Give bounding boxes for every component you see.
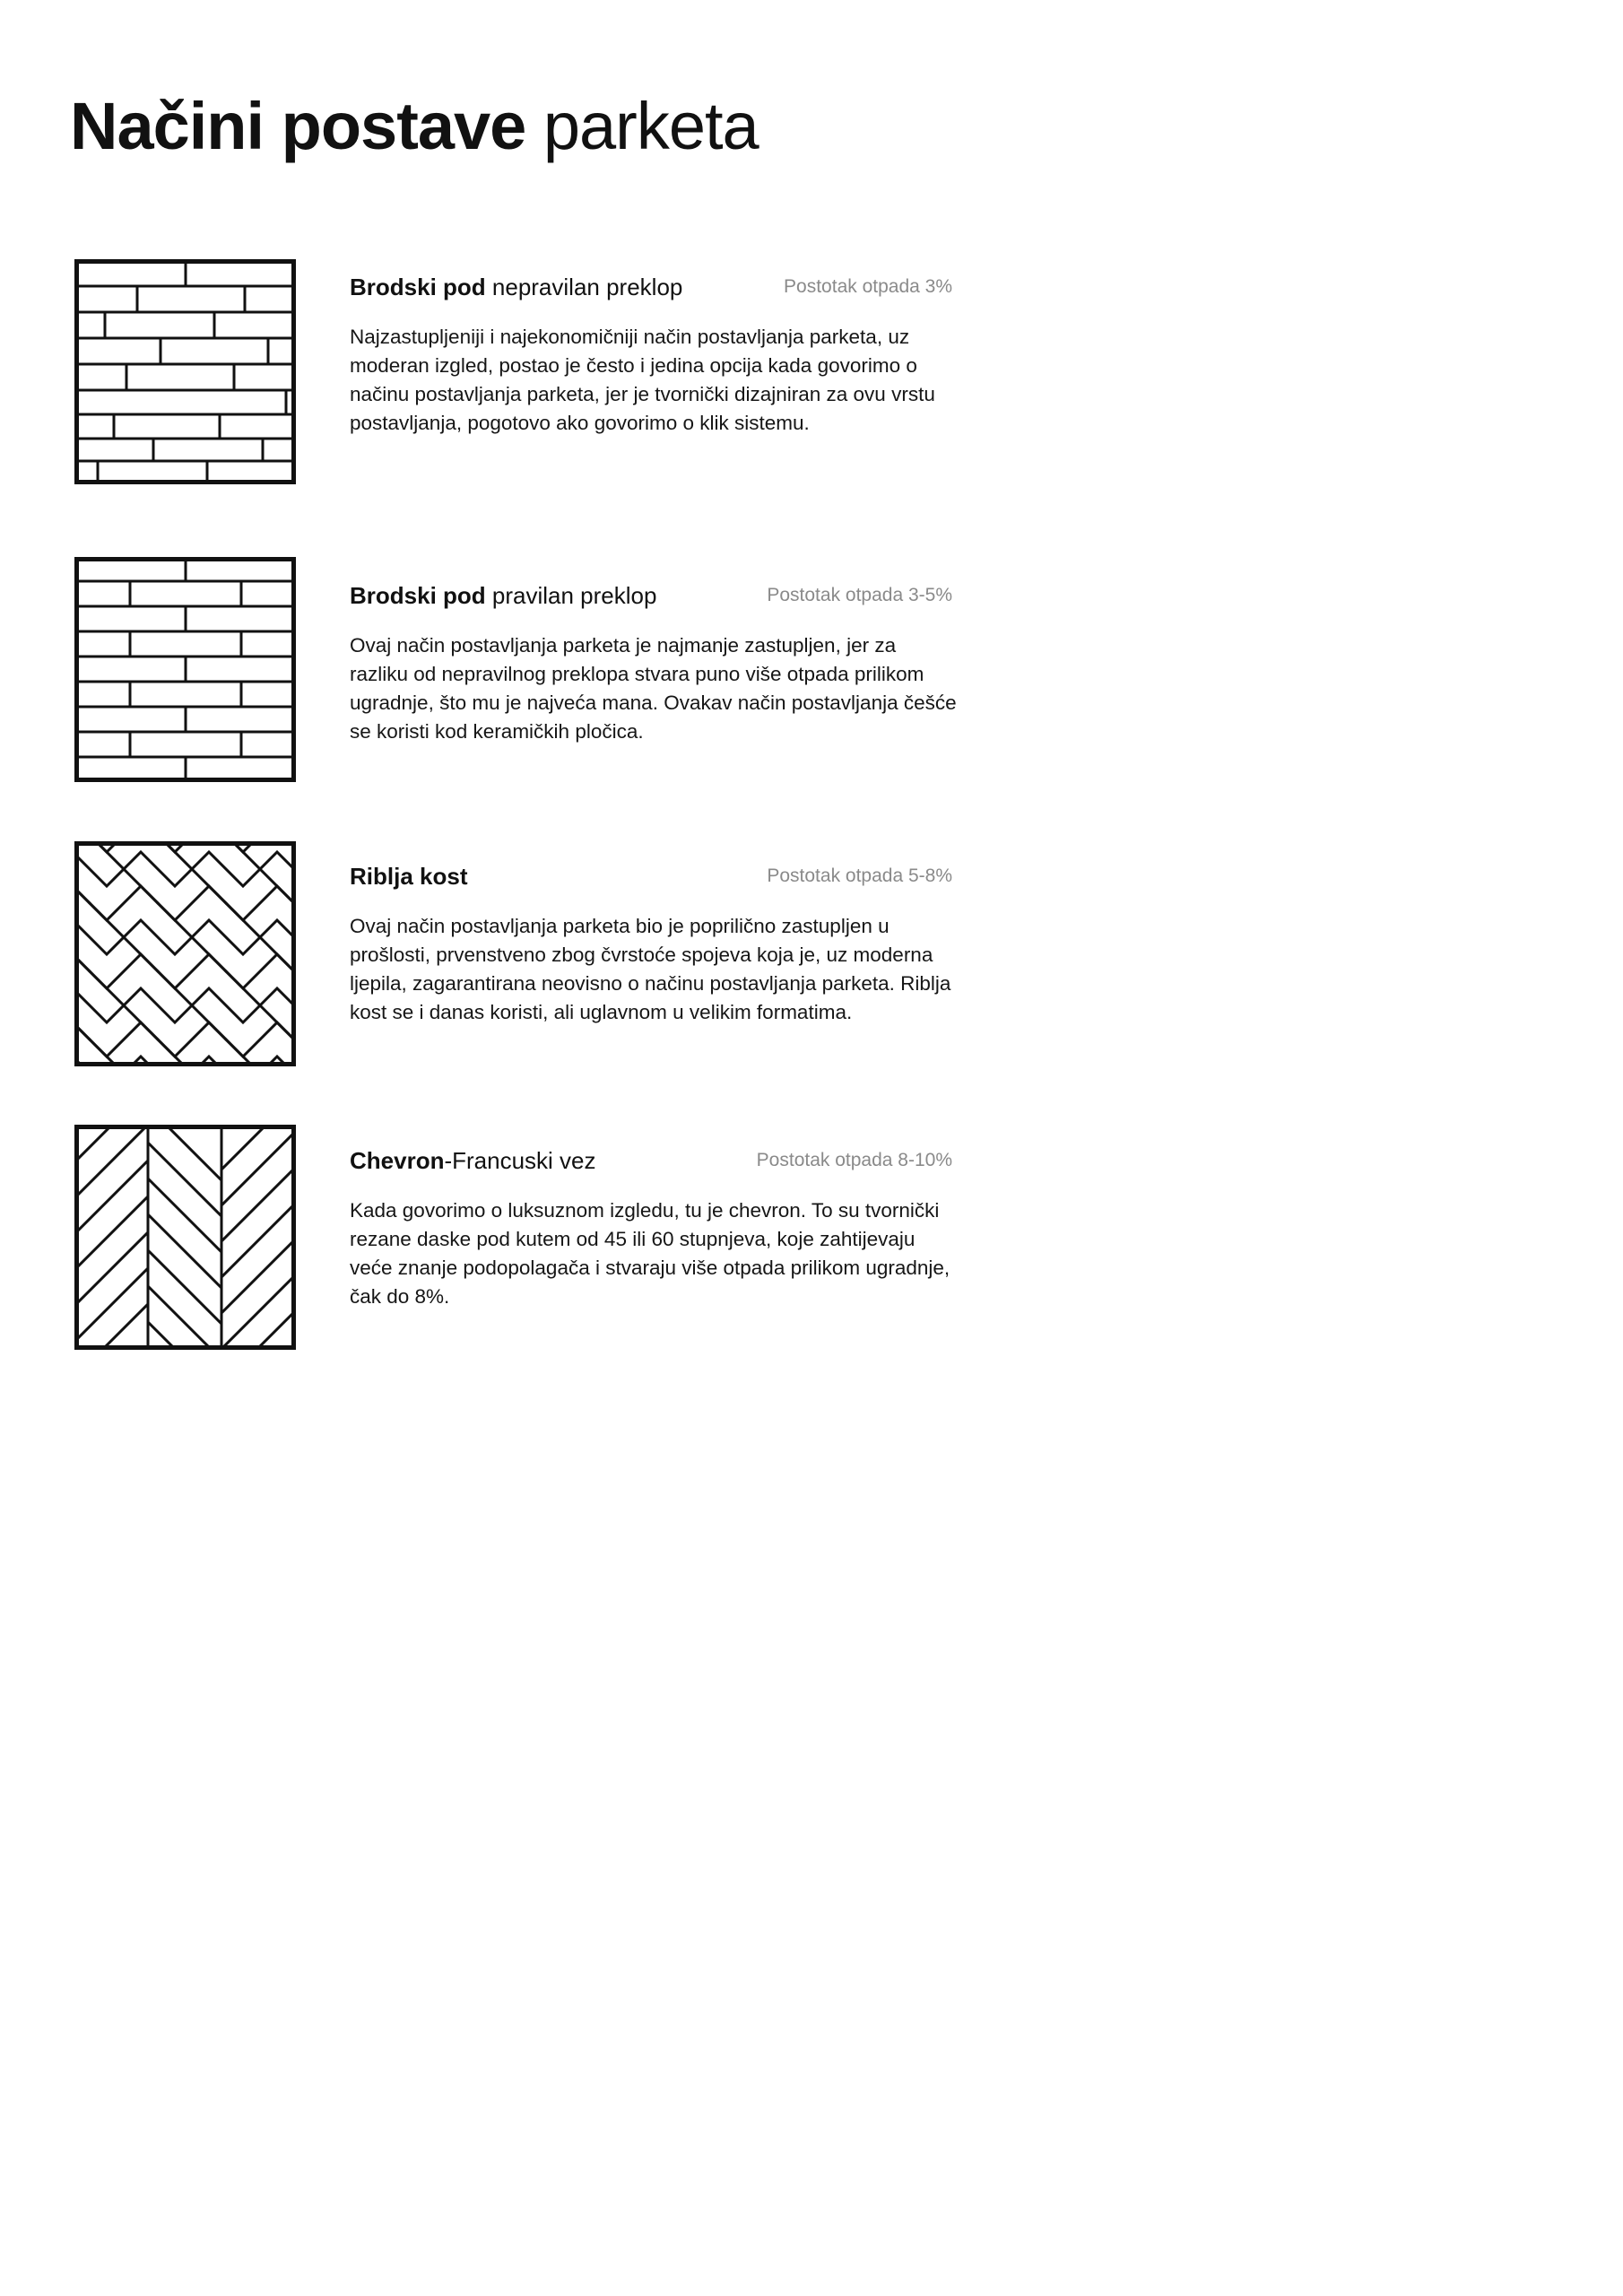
herringbone-pattern-icon bbox=[74, 841, 296, 1066]
section-card bbox=[350, 858, 959, 1027]
section-description: Ovaj način postavljanja parketa bio je poprilično zastupljen u prošlosti, prvenstveno zbog čvrstoće spojeva koja je, uz moderna ljepila, zagarantirana neovisno o načinu postavljanja parketa. Riblja kost se i danas koristi, ali uglavnom u velikim formatima. bbox=[350, 915, 951, 1023]
section-name-bold: Brodski pod bbox=[350, 582, 486, 609]
section-name bbox=[350, 858, 467, 894]
page-title-bold: Načini postave bbox=[70, 89, 526, 163]
section-name bbox=[350, 269, 682, 305]
waste-percentage: Postotak otpada 8-10% bbox=[756, 1150, 952, 1170]
section-name bbox=[350, 1143, 596, 1178]
section-name-rest: pravilan preklop bbox=[485, 582, 657, 609]
waste-percentage: Postotak otpada 3-5% bbox=[767, 585, 952, 605]
section-header bbox=[350, 1143, 959, 1178]
page-title bbox=[70, 90, 759, 162]
section-name-rest: -Francuski vez bbox=[444, 1147, 596, 1174]
section-header bbox=[350, 269, 959, 305]
chevron-pattern-icon bbox=[74, 1125, 296, 1350]
section-description: Kada govorimo o luksuznom izgledu, tu je chevron. To su tvornički rezane daske pod kutem od 45 ili 60 stupnjeva, koje zahtijevaju veće znanje podopolagača i stvaraju više otpada prilikom ugradnje, čak do 8%. bbox=[350, 1199, 950, 1308]
section-name-rest: nepravilan preklop bbox=[485, 274, 683, 300]
section-description: Ovaj način postavljanja parketa je najmanje zastupljen, jer za razliku od nepravilnog preklopa stvara puno više otpada prilikom ugradnje, što mu je najveća mana. Ovakav način postavljanja češće se koristi kod keramičkih pločica. bbox=[350, 634, 957, 743]
page-title-regular: parketa bbox=[542, 89, 759, 163]
section-name-bold: Brodski pod bbox=[350, 274, 486, 300]
section-name-bold: Chevron bbox=[350, 1147, 445, 1174]
waste-percentage: Postotak otpada 3% bbox=[784, 276, 952, 297]
waste-percentage: Postotak otpada 5-8% bbox=[767, 865, 952, 886]
section-header bbox=[350, 578, 959, 613]
section-card bbox=[350, 578, 959, 746]
section-description: Najzastupljeniji i najekonomičniji način postavljanja parketa, uz moderan izgled, postao je često i jedina opcija kada govorimo o načinu postavljanja parketa, jer je tvornički dizajniran za ovu vrstu postavljanja, pogotovo ako govorimo o klik sistemu. bbox=[350, 326, 935, 434]
irregular-brick-pattern-icon bbox=[74, 259, 296, 484]
regular-brick-pattern-icon bbox=[74, 557, 296, 782]
section-name bbox=[350, 578, 656, 613]
section-name-bold: Riblja kost bbox=[350, 863, 468, 890]
section-card bbox=[350, 1143, 959, 1311]
section-header bbox=[350, 858, 959, 894]
section-card bbox=[350, 269, 959, 438]
